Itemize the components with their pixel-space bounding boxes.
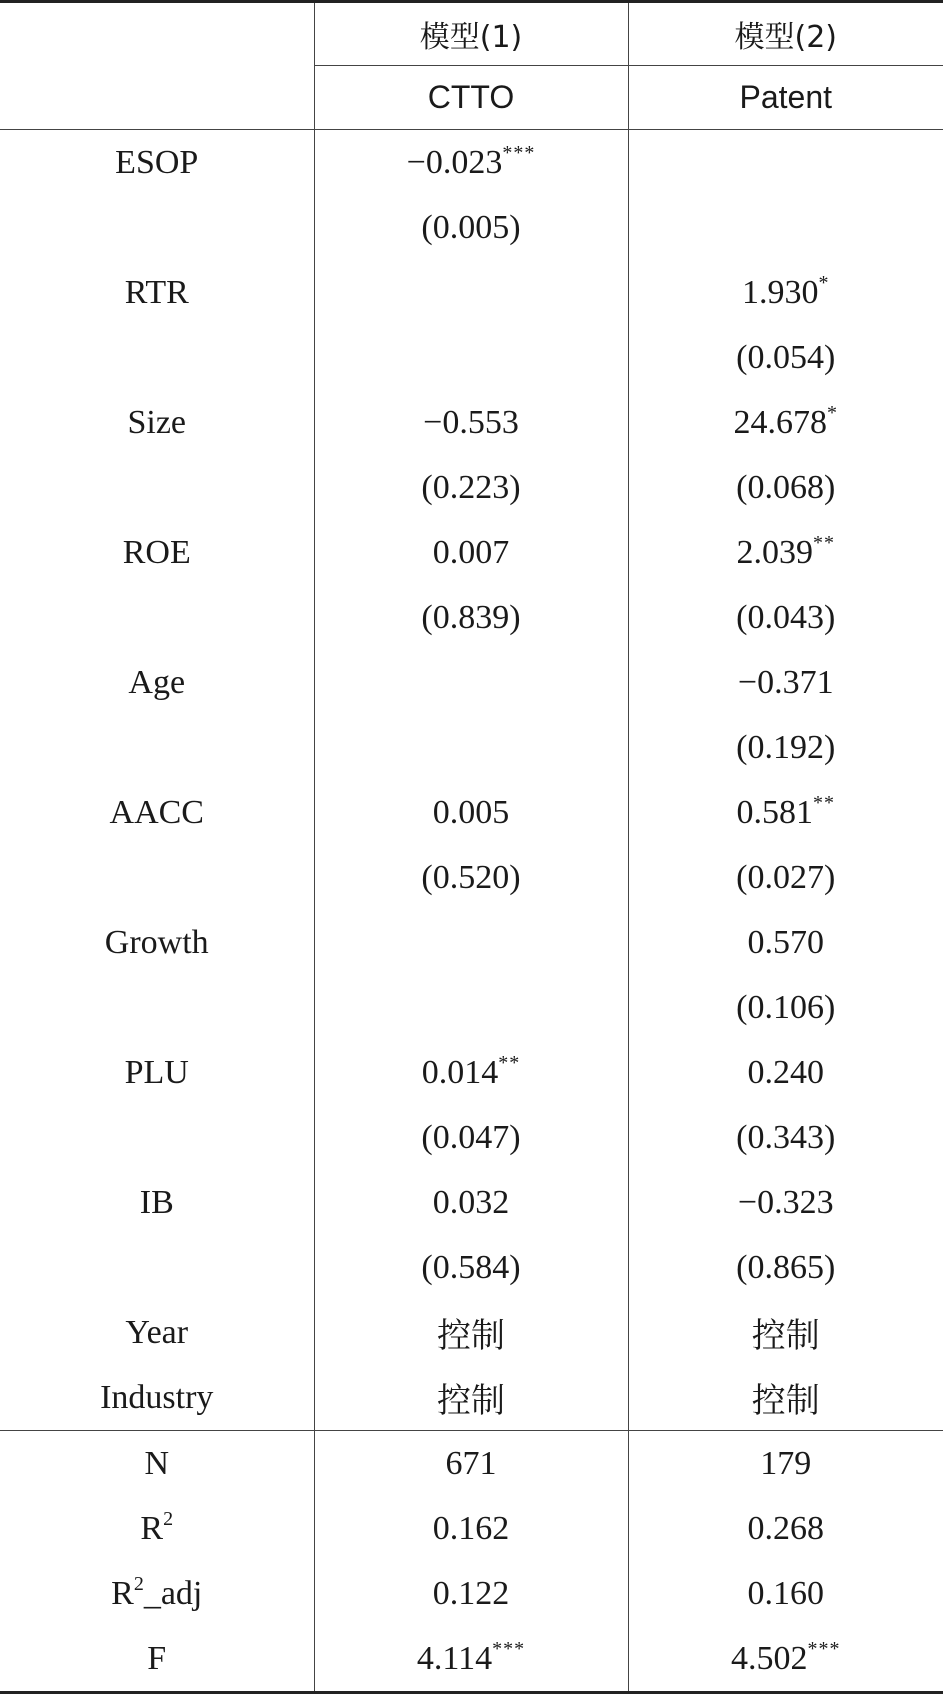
cell-model-1 <box>314 845 628 910</box>
table-row-f <box>0 1626 943 1693</box>
row-label <box>0 845 314 910</box>
cell-model-1 <box>314 780 628 845</box>
cell-value: (0.054) <box>736 338 836 376</box>
header-row-models <box>0 2 943 66</box>
table-row-r2 <box>0 1496 943 1561</box>
cell-model-1 <box>314 130 628 196</box>
row-label: Year <box>125 1313 189 1351</box>
table-row <box>0 195 943 260</box>
row-label <box>0 455 314 520</box>
cell-model-2 <box>628 1170 943 1235</box>
row-label <box>0 715 314 780</box>
row-label: F <box>0 1626 314 1693</box>
header-model-1: 模型(1) <box>314 2 628 66</box>
cell-model-2 <box>628 780 943 845</box>
row-label: ROE <box>122 533 191 571</box>
header-model-2: 模型(2) <box>628 2 943 66</box>
cell-model-1: 0.122 <box>314 1561 628 1626</box>
significance-stars: ** <box>813 531 835 554</box>
table-row <box>0 1235 943 1300</box>
cell-model-1 <box>314 1626 628 1693</box>
row-label: Growth <box>104 923 209 961</box>
cell-value: 0.570 <box>747 923 824 961</box>
r2-label-base: R <box>140 1509 164 1547</box>
row-label <box>0 325 314 390</box>
cell-value: 4.114 <box>416 1639 493 1677</box>
cell-value: −0.023 <box>406 143 503 181</box>
cell-model-1 <box>314 325 628 390</box>
cell-model-1: 0.162 <box>314 1496 628 1561</box>
cell-value: 1.930 <box>742 273 819 311</box>
row-label: Age <box>128 663 186 701</box>
table-row <box>0 1105 943 1170</box>
row-label <box>0 1235 314 1300</box>
row-label: IB <box>139 1183 174 1221</box>
table-row <box>0 845 943 910</box>
cell-value: 0.581 <box>736 793 813 831</box>
cell-model-2: 0.268 <box>628 1496 943 1561</box>
header-row-dependent-vars <box>0 66 943 130</box>
row-label: N <box>0 1431 314 1497</box>
r2adj-label-base: R <box>111 1574 134 1612</box>
cell-value: (0.865) <box>736 1248 836 1286</box>
cell-model-1: 671 <box>314 1431 628 1497</box>
significance-stars: * <box>818 271 830 294</box>
cell-model-1 <box>314 390 628 455</box>
header-corner-cell-2 <box>0 66 314 130</box>
row-label: ESOP <box>115 143 199 181</box>
table-row <box>0 715 943 780</box>
cell-value: 4.502 <box>731 1639 808 1677</box>
table-row <box>0 1170 943 1235</box>
r2-label-superscript: 2 <box>163 1507 174 1530</box>
cell-value: 2.039 <box>736 533 813 571</box>
cell-model-1: 控制 <box>314 1365 628 1431</box>
cell-model-2: 控制 <box>628 1365 943 1431</box>
cell-value: −0.323 <box>737 1183 834 1221</box>
row-label <box>0 585 314 650</box>
cell-model-1 <box>314 1170 628 1235</box>
cell-model-2 <box>628 1235 943 1300</box>
row-label <box>0 1105 314 1170</box>
cell-model-1 <box>314 650 628 715</box>
cell-model-2 <box>628 910 943 975</box>
row-label: PLU <box>124 1053 189 1091</box>
cell-model-2 <box>628 1040 943 1105</box>
row-label <box>0 1561 314 1626</box>
table-row <box>0 390 943 455</box>
cell-value: 24.678 <box>733 403 827 441</box>
cell-model-2 <box>628 1626 943 1693</box>
cell-model-1: 控制 <box>314 1300 628 1365</box>
cell-value: (0.106) <box>736 988 836 1026</box>
cell-model-2 <box>628 715 943 780</box>
table-row <box>0 1365 943 1431</box>
cell-value: −0.371 <box>737 663 834 701</box>
significance-stars: ** <box>498 1051 521 1074</box>
cell-model-1 <box>314 520 628 585</box>
table-row <box>0 325 943 390</box>
cell-value: (0.839) <box>421 598 521 636</box>
table-row <box>0 975 943 1040</box>
cell-model-2 <box>628 845 943 910</box>
row-label: RTR <box>124 273 189 311</box>
cell-value: (0.223) <box>421 468 521 506</box>
cell-value: 0.007 <box>432 533 510 571</box>
r2adj-label-superscript: 2 <box>133 1572 144 1595</box>
statistics-rows <box>0 1431 943 1693</box>
cell-value: 0.240 <box>747 1053 824 1091</box>
cell-model-2 <box>628 585 943 650</box>
significance-stars: ** <box>813 791 835 814</box>
header-dep-var-1: CTTO <box>314 66 628 130</box>
cell-value: (0.027) <box>736 858 836 896</box>
cell-value: −0.553 <box>423 403 519 441</box>
cell-model-1 <box>314 260 628 325</box>
table-row <box>0 1040 943 1105</box>
cell-value: 0.014 <box>421 1053 499 1091</box>
cell-model-1 <box>314 1040 628 1105</box>
table-row-r2-adj <box>0 1561 943 1626</box>
cell-value: (0.584) <box>421 1248 521 1286</box>
control-rows <box>0 1300 943 1431</box>
table-row <box>0 520 943 585</box>
significance-stars: * <box>827 401 838 424</box>
r2adj-label-suffix: _adj <box>143 1574 203 1612</box>
cell-model-2 <box>628 650 943 715</box>
row-label <box>0 195 314 260</box>
cell-value: (0.343) <box>736 1118 836 1156</box>
cell-model-2: 控制 <box>628 1300 943 1365</box>
cell-value: (0.068) <box>736 468 836 506</box>
cell-model-2 <box>628 195 943 260</box>
cell-value: 0.032 <box>432 1183 510 1221</box>
cell-model-2 <box>628 390 943 455</box>
table-row <box>0 455 943 520</box>
cell-model-1 <box>314 1235 628 1300</box>
significance-stars: *** <box>502 141 536 164</box>
cell-value: (0.520) <box>421 858 521 896</box>
cell-model-2 <box>628 1105 943 1170</box>
row-label: Size <box>127 403 187 441</box>
row-label: AACC <box>109 793 204 831</box>
table-row <box>0 260 943 325</box>
cell-model-1 <box>314 715 628 780</box>
cell-model-1 <box>314 975 628 1040</box>
cell-model-2: 0.160 <box>628 1561 943 1626</box>
cell-value: (0.005) <box>421 208 521 246</box>
cell-model-2: 179 <box>628 1431 943 1497</box>
row-label <box>0 1496 314 1561</box>
cell-model-2 <box>628 975 943 1040</box>
significance-stars: *** <box>492 1637 526 1660</box>
coefficient-rows <box>0 130 943 1301</box>
cell-model-2 <box>628 520 943 585</box>
cell-model-2 <box>628 260 943 325</box>
table-row-n <box>0 1431 943 1497</box>
significance-stars: *** <box>807 1637 841 1660</box>
cell-model-1 <box>314 1105 628 1170</box>
cell-model-1 <box>314 910 628 975</box>
header-dep-var-2: Patent <box>628 66 943 130</box>
cell-value: (0.043) <box>736 598 836 636</box>
cell-value: 0.005 <box>432 793 510 831</box>
table-row <box>0 780 943 845</box>
cell-value: (0.192) <box>736 728 836 766</box>
table-row <box>0 1300 943 1365</box>
cell-model-1 <box>314 195 628 260</box>
table-row <box>0 585 943 650</box>
header-corner-cell <box>0 2 314 66</box>
table-row <box>0 910 943 975</box>
row-label <box>0 975 314 1040</box>
table-row <box>0 130 943 196</box>
cell-model-1 <box>314 585 628 650</box>
cell-model-1 <box>314 455 628 520</box>
cell-model-2 <box>628 455 943 520</box>
cell-value: (0.047) <box>421 1118 521 1156</box>
cell-model-2 <box>628 325 943 390</box>
cell-model-2 <box>628 130 943 196</box>
table-row <box>0 650 943 715</box>
row-label: Industry <box>100 1378 214 1416</box>
